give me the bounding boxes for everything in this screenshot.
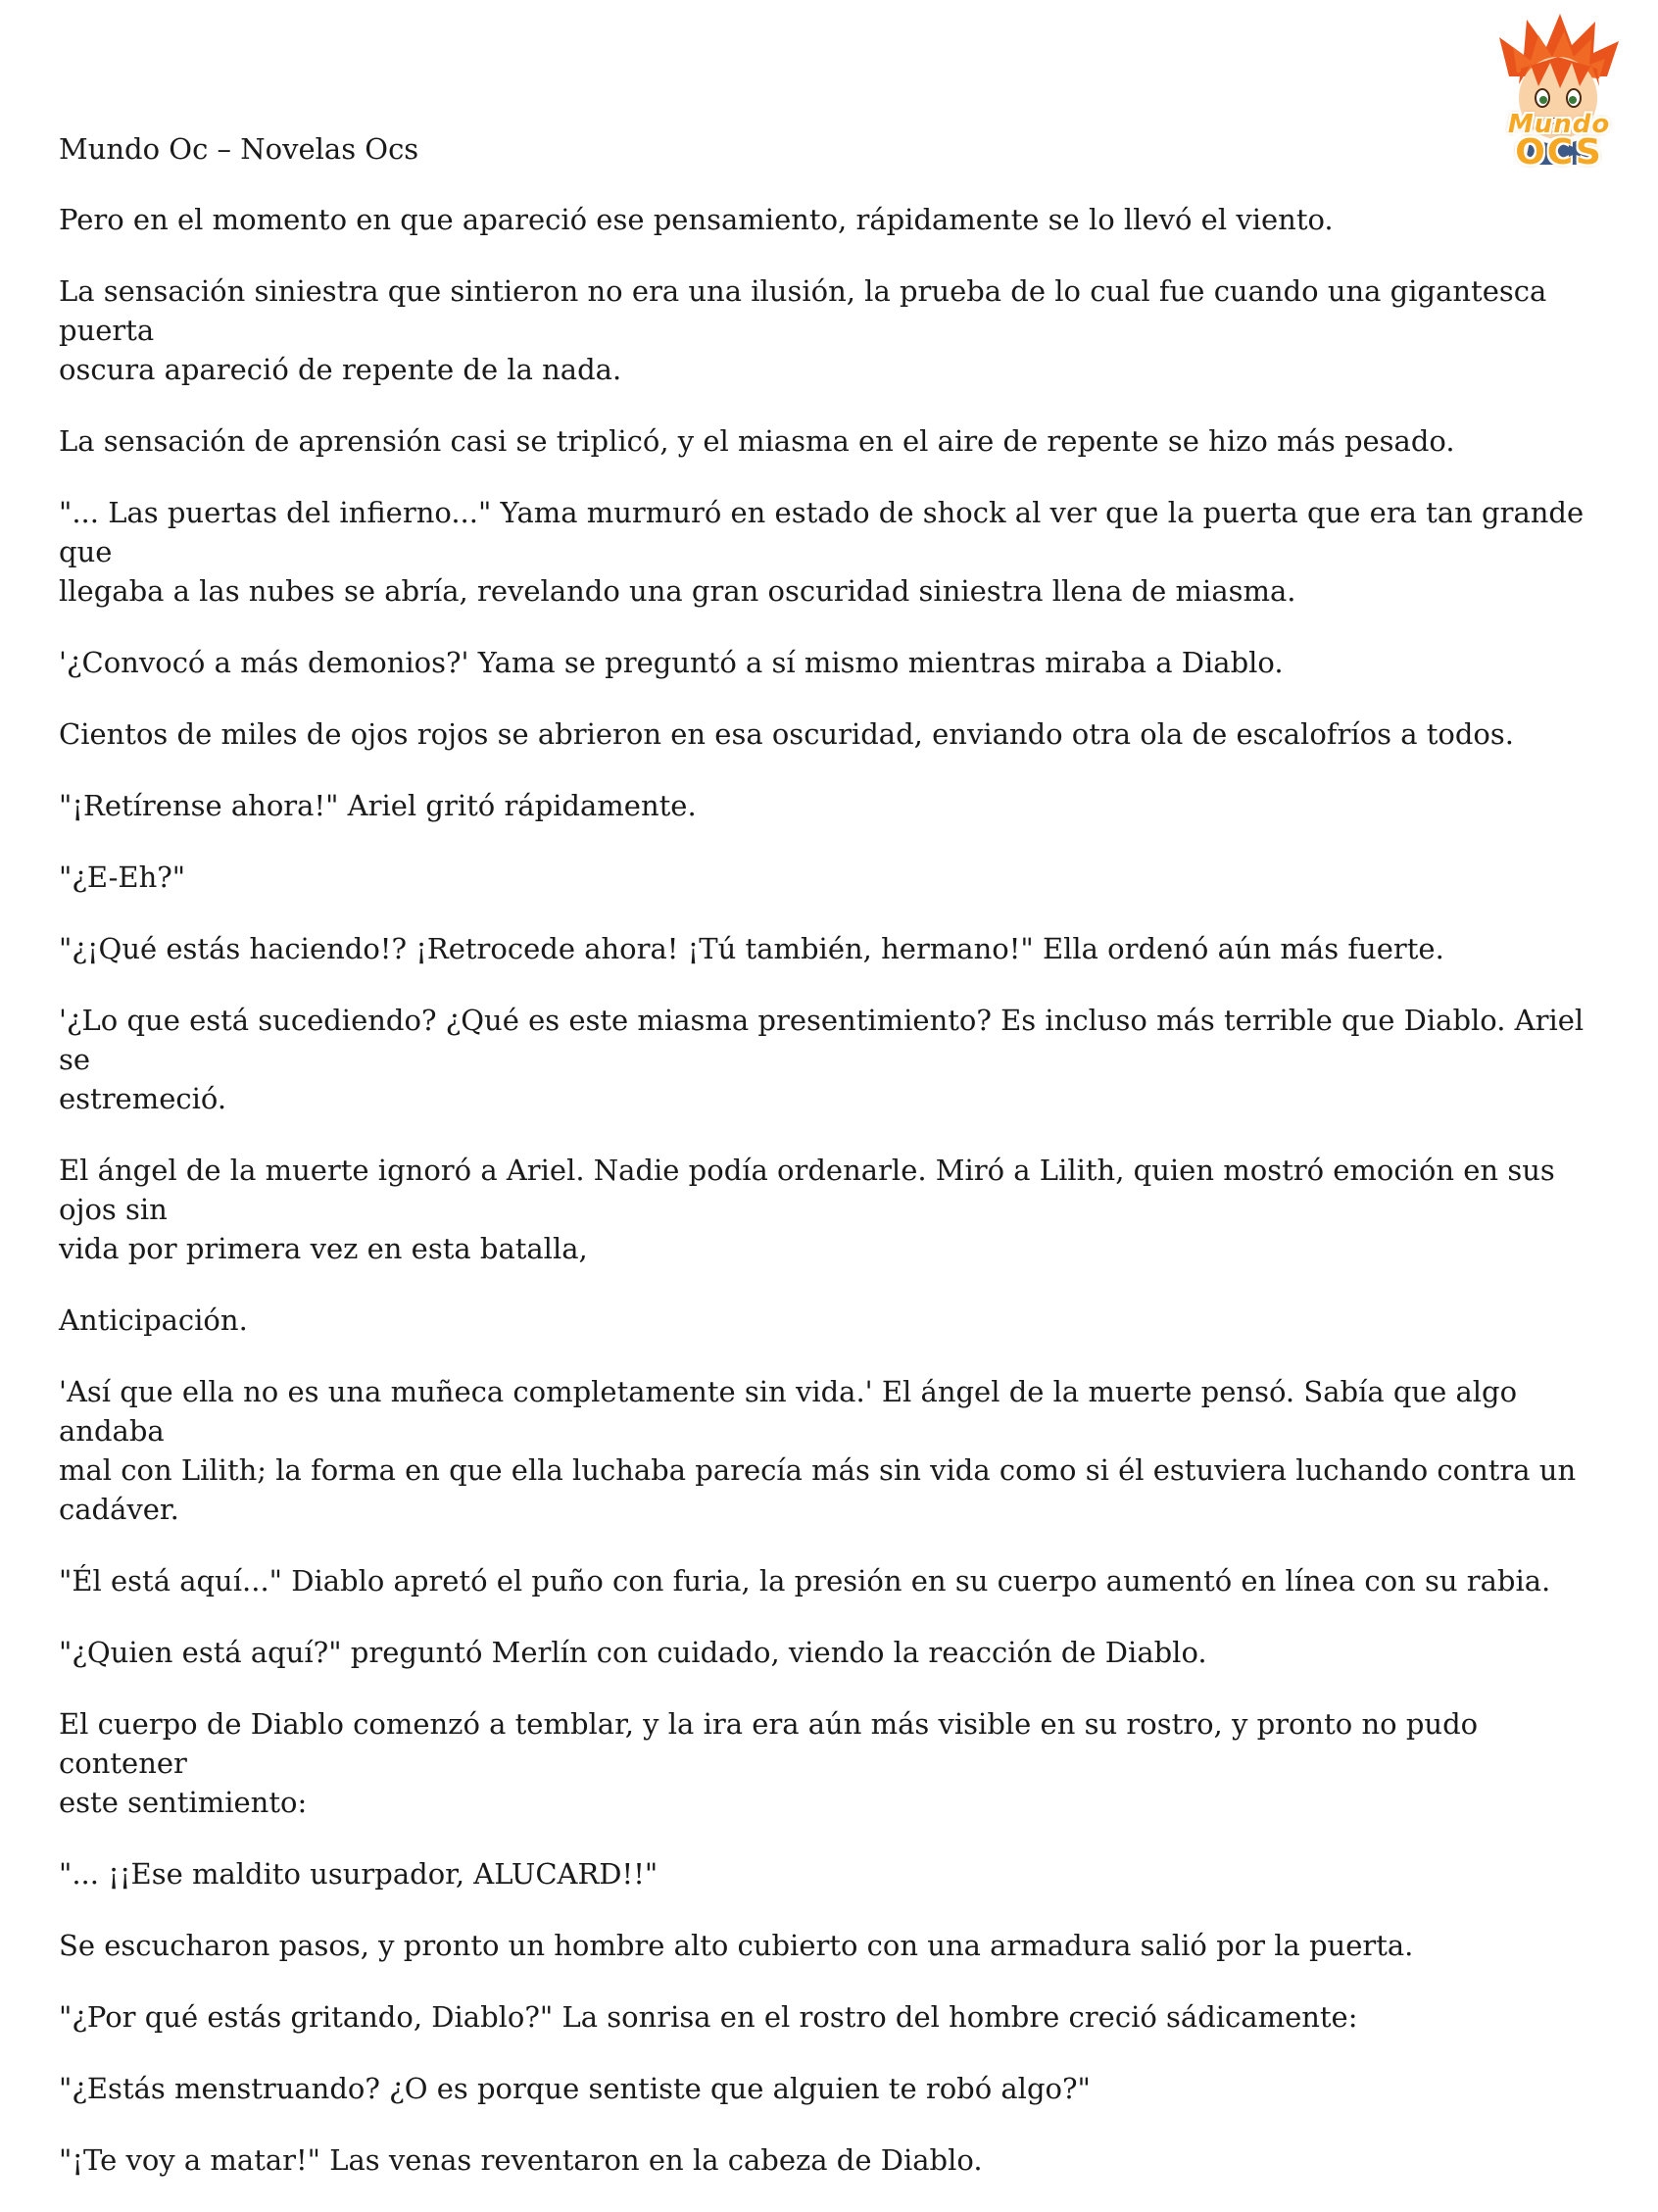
paragraph [59,1926,1607,1965]
paragraph [59,271,1607,389]
paragraph-line: "¿E-Eh?" [59,860,186,894]
paragraph-line: "Él está aquí..." Diablo apretó el puño con furia, la presión en su cuerpo aumentó en línea con su rabia. [59,1564,1551,1598]
paragraph-line: vida por primera vez en esta batalla, [59,1232,588,1265]
paragraph-line: 'Así que ella no es una muñeca completamente sin vida.' El ángel de la muerte pensó. Sabía que algo andaba [59,1375,1527,1448]
paragraph-line: oscura apareció de repente de la nada. [59,353,622,386]
paragraph [59,2069,1607,2108]
paragraph [59,1372,1607,1529]
paragraph-line: El cuerpo de Diablo comenzó a temblar, y la ira era aún más visible en su rostro, y pronto no pudo contener [59,1707,1487,1780]
paragraph [59,786,1607,825]
paragraph [59,1997,1607,2037]
paragraph-line: "¿Por qué estás gritando, Diablo?" La sonrisa en el rostro del hombre creció sádicamente: [59,2000,1358,2034]
paragraph-line: "... Las puertas del infierno..." Yama murmuró en estado de shock al ver que la puerta que era tan grande que [59,496,1593,568]
logo-line-1: Mundo [1507,110,1611,139]
paragraph [59,1151,1607,1268]
paragraph-line: "¡Te voy a matar!" Las venas reventaron en la cabeza de Diablo. [59,2143,983,2177]
paragraph-line: este sentimiento: [59,1786,308,1819]
paragraph [59,714,1607,754]
paragraph [59,2140,1607,2180]
paragraph-line: El ángel de la muerte ignoró a Ariel. Nadie podía ordenarle. Miró a Lilith, quien mostró emoción en sus ojos sin [59,1154,1564,1226]
paragraph [59,200,1607,239]
paragraph-line: "¿¡Qué estás haciendo!? ¡Retrocede ahora! ¡Tú también, hermano!" Ella ordenó aún más fuerte. [59,932,1444,965]
paragraph [59,643,1607,682]
paragraph-line: estremeció. [59,1082,227,1115]
paragraph-line: cadáver. [59,1493,179,1526]
paragraph-line: Pero en el momento en que apareció ese pensamiento, rápidamente se lo llevó el viento. [59,203,1334,236]
paragraph-line: llegaba a las nubes se abría, revelando una gran oscuridad siniestra llena de miasma. [59,574,1296,608]
paragraph-line: La sensación de aprensión casi se triplicó, y el miasma en el aire de repente se hizo más pesado. [59,424,1455,458]
paragraph-line: Anticipación. [59,1303,248,1337]
paragraph [59,1633,1607,1672]
paragraph-line: "... ¡¡Ese maldito usurpador, ALUCARD!!" [59,1857,658,1891]
paragraph-line: Cientos de miles de ojos rojos se abrieron en esa oscuridad, enviando otra ola de escalofríos a todos. [59,717,1514,751]
document-body [59,200,1607,2212]
paragraph [59,858,1607,897]
paragraph-line: mal con Lilith; la forma en que ella luchaba parecía más sin vida como si él estuviera luchando contra un [59,1453,1577,1487]
mundo-ocs-logo [1470,8,1646,184]
page-header: Mundo Oc – Novelas Ocs [59,132,419,166]
paragraph-line: "¿Quien está aquí?" preguntó Merlín con cuidado, viendo la reacción de Diablo. [59,1636,1207,1669]
paragraph-line: Se escucharon pasos, y pronto un hombre alto cubierto con una armadura salió por la puerta. [59,1929,1414,1962]
paragraph [59,493,1607,611]
paragraph [59,1704,1607,1822]
paragraph-line: '¿Convocó a más demonios?' Yama se preguntó a sí mismo mientras miraba a Diablo. [59,646,1284,679]
paragraph [59,421,1607,461]
paragraph [59,1301,1607,1340]
paragraph-line: "¿Estás menstruando? ¿O es porque sentiste que alguien te robó algo?" [59,2072,1091,2105]
paragraph [59,929,1607,968]
logo-text [1476,112,1642,171]
paragraph-line: La sensación siniestra que sintieron no era una ilusión, la prueba de lo cual fue cuando una gigantesca puerta [59,274,1556,347]
paragraph-line: '¿Lo que está sucediendo? ¿Qué es este miasma presentimiento? Es incluso más terrible que Diablo. Ariel se [59,1004,1593,1076]
logo-line-2: OCS [1515,132,1603,172]
paragraph [59,1854,1607,1893]
paragraph [59,1001,1607,1118]
paragraph-line: "¡Retírense ahora!" Ariel gritó rápidamente. [59,789,697,822]
paragraph [59,1561,1607,1600]
